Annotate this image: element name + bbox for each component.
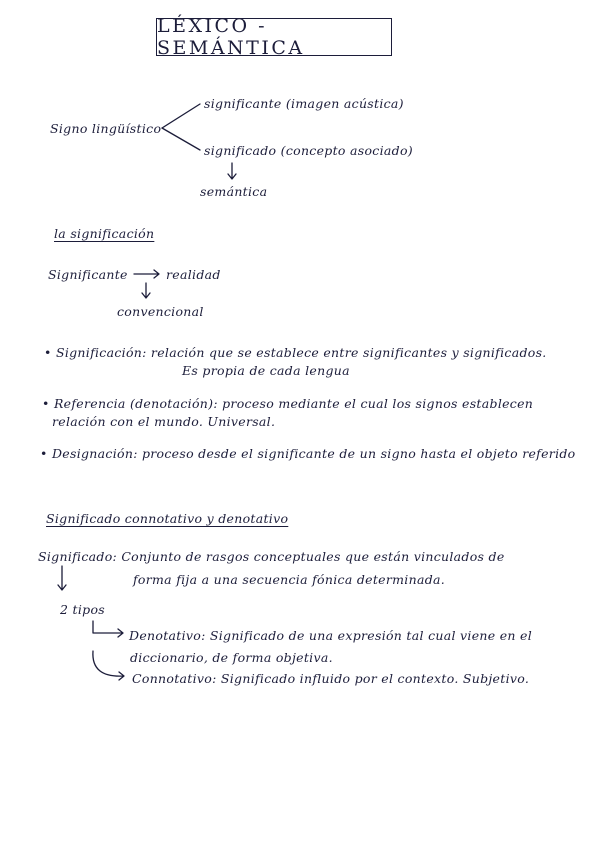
definition-term: Significado — [38, 549, 113, 564]
bullet-dot: • — [42, 396, 50, 411]
arrow-right-realidad — [134, 270, 159, 278]
significante-label: significante (imagen acústica) — [204, 96, 404, 111]
page-title: LÉXICO - SEMÁNTICA — [156, 18, 392, 56]
semantica-label: semántica — [200, 184, 268, 199]
definition-text: : Conjunto de rasgos conceptuales que están vinculados de — [112, 549, 505, 564]
hook-arrow-denotativo — [93, 621, 123, 637]
hook-arrow-connotativo — [93, 651, 124, 680]
bullet-term: Designación — [51, 446, 134, 461]
bullet-term: Referencia (denotación) — [53, 396, 214, 411]
bullet-text: : proceso desde el significante de un signo hasta el objeto referido — [133, 446, 576, 461]
significado-label: significado (concepto asociado) — [204, 143, 413, 158]
bullet-term: Significación — [55, 345, 143, 360]
tipos-label: 2 tipos — [60, 602, 105, 617]
section-heading-significacion: la significación — [54, 226, 155, 241]
diagram-convencional: convencional — [117, 304, 204, 319]
arrow-down-convencional — [142, 283, 150, 298]
bullet-dot: • — [44, 345, 52, 360]
significado-definition-line2: forma fija a una secuencia fónica determinada. — [133, 572, 446, 587]
bracket-upper-stroke — [162, 104, 200, 128]
bullet-referencia-line2: relación con el mundo. Universal. — [52, 414, 276, 429]
signo-linguistico-label: Signo lingüístico — [50, 121, 162, 136]
arrow-down-tipos — [58, 566, 66, 590]
significado-definition — [38, 549, 505, 564]
bullet-text: : relación que se establece entre significantes y significados. — [142, 345, 547, 360]
denotativo-line2: diccionario, de forma objetiva. — [130, 650, 333, 665]
bullet-designacion — [40, 446, 576, 461]
arrow-down-semantica — [228, 163, 236, 179]
section-heading-connotativo: Significado connotativo y denotativo — [46, 511, 289, 526]
bullet-significacion-line2: Es propia de cada lengua — [182, 363, 350, 378]
bullet-text: : proceso mediante el cual los signos establecen — [213, 396, 534, 411]
diagram-realidad: realidad — [166, 267, 221, 282]
connotativo-line1: Connotativo: Significado influido por el contexto. Subjetivo. — [132, 671, 530, 686]
bullet-referencia — [42, 396, 533, 411]
diagram-significante: Significante — [48, 267, 128, 282]
bullet-dot: • — [40, 446, 48, 461]
denotativo-line1: Denotativo: Significado de una expresión tal cual viene en el — [129, 628, 533, 643]
bracket-lower-stroke — [162, 128, 200, 150]
bullet-significacion — [44, 345, 547, 360]
